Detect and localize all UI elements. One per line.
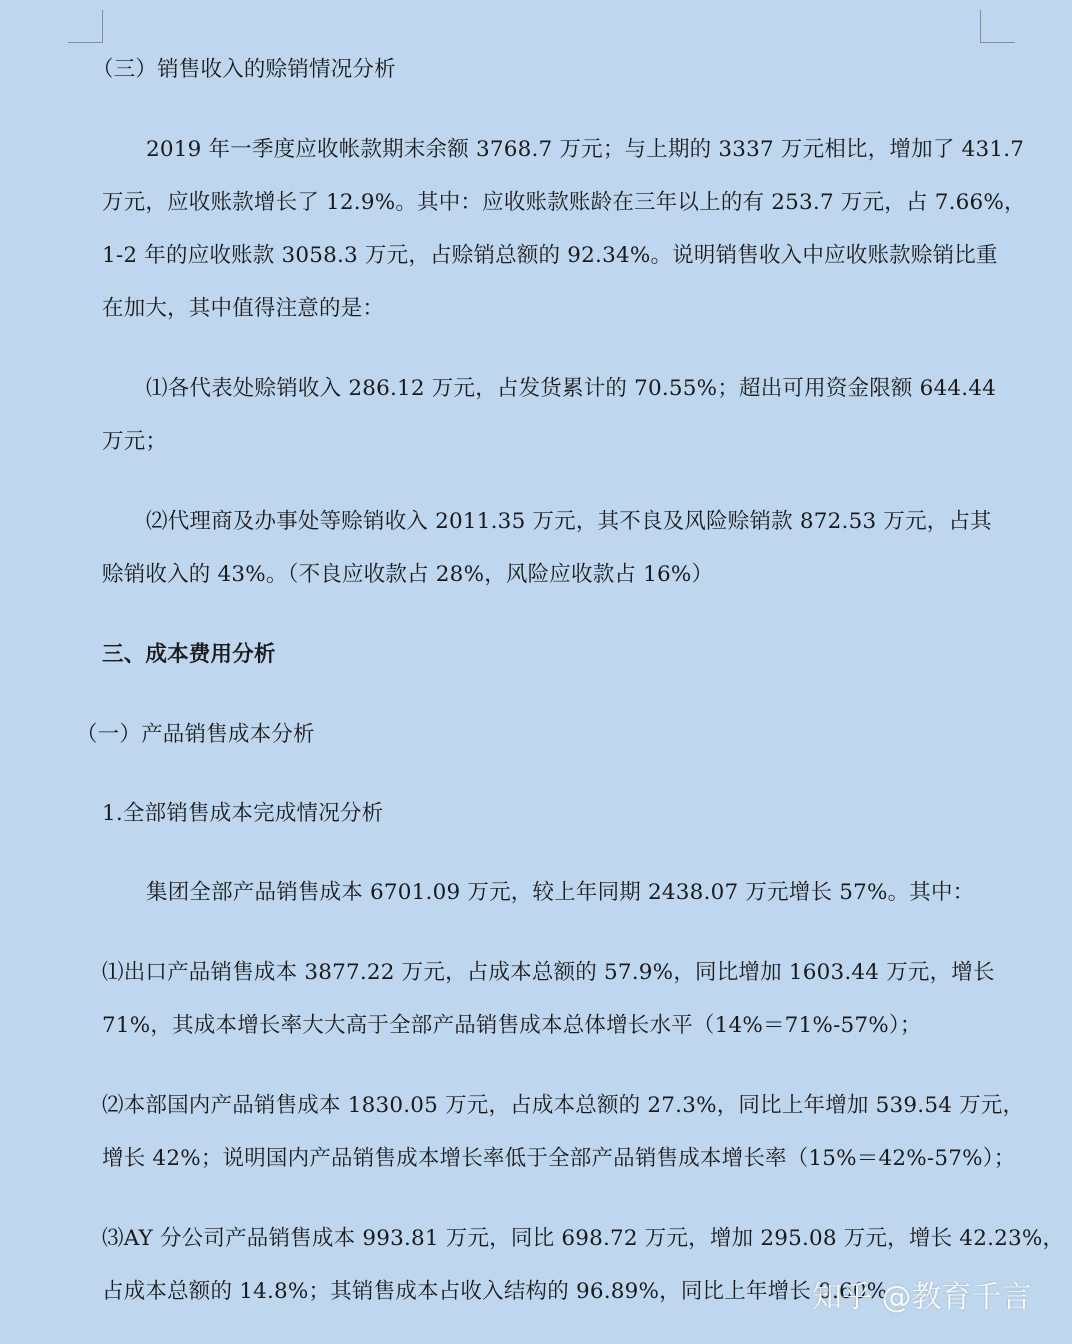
zhihu-watermark: 知乎 @教育千言	[812, 1280, 1032, 1315]
list-item-export-cost: 71%，其成本增长率大大高于全部产品销售成本总体增长水平（14%＝71%-57%）；	[102, 1013, 922, 1038]
margin-corner-mark-top-right	[980, 10, 1015, 43]
paragraph-group-cost: 集团全部产品销售成本 6701.09 万元，较上年同期 2438.07 万元增长 57%。其中：	[146, 880, 975, 905]
paragraph-receivables-line: 万元，应收账款增长了 12.9%。其中：应收账款账龄在三年以上的有 253.7 万元，占 7.66%，	[102, 190, 1026, 215]
list-item-representative-offices: 万元；	[102, 429, 168, 454]
list-item-export-cost: ⑴出口产品销售成本 3877.22 万元，占成本总额的 57.9%，同比增加 1603.44 万元，增长	[102, 960, 995, 985]
list-item-domestic-cost: 增长 42%；说明国内产品销售成本增长率低于全部产品销售成本增长率（15%＝42%-57%）；	[102, 1146, 1016, 1171]
paragraph-receivables-line: 1-2 年的应收账款 3058.3 万元，占赊销总额的 92.34%。说明销售收入中应收账款赊销比重	[102, 243, 998, 268]
list-item-representative-offices: ⑴各代表处赊销收入 286.12 万元，占发货累计的 70.55%；超出可用资金限额 644.44	[146, 376, 997, 401]
list-item-agents: 赊销收入的 43%。（不良应收款占 28%，风险应收款占 16%）	[102, 562, 714, 587]
paragraph-receivables-line: 2019 年一季度应收帐款期末余额 3768.7 万元；与上期的 3337 万元相比，增加了 431.7	[146, 137, 1025, 162]
heading-full-cost-completion: 1.全部销售成本完成情况分析	[102, 801, 384, 826]
list-item-agents: ⑵代理商及办事处等赊销收入 2011.35 万元，其不良及风险赊销款 872.53 万元，占其	[146, 509, 992, 534]
heading-sales-credit-analysis: （三）销售收入的赊销情况分析	[92, 57, 396, 82]
paragraph-receivables-line: 在加大，其中值得注意的是：	[102, 296, 385, 321]
margin-corner-mark-top-left	[68, 10, 103, 43]
list-item-ay-branch-cost: ⑶AY 分公司产品销售成本 993.81 万元，同比 698.72 万元，增加 295.08 万元，增长 42.23%，	[102, 1226, 1065, 1251]
heading-product-cost-analysis: （一）产品销售成本分析	[76, 722, 315, 747]
list-item-domestic-cost: ⑵本部国内产品销售成本 1830.05 万元，占成本总额的 27.3%，同比上年增加 539.54 万元，	[102, 1093, 1025, 1118]
list-item-ay-branch-cost: 占成本总额的 14.8%；其销售成本占收入结构的 96.89%，同比上年增长 0.60%	[102, 1279, 888, 1304]
heading-cost-analysis: 三、成本费用分析	[102, 642, 276, 667]
